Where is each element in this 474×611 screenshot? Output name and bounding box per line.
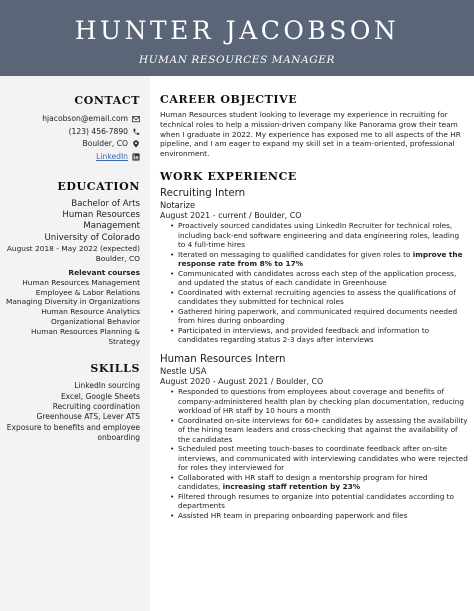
education-dates: August 2018 - May 2022 (expected) (6, 243, 140, 253)
skill-item: Exposure to benefits and employee onboarding (6, 422, 140, 442)
relevant-courses-heading: Relevant courses (68, 267, 140, 277)
candidate-title: HUMAN RESOURCES MANAGER (138, 54, 336, 66)
experience-heading: WORK EXPERIENCE (160, 169, 297, 183)
linkedin-icon (132, 153, 140, 161)
candidate-name: HUNTER JACOBSON (74, 16, 400, 45)
resume-header (0, 0, 474, 76)
job-title: Human Resources Intern (160, 353, 286, 365)
objective-text: Human Resources student looking to leverage my experience in recruiting for technical roles to help a mission-driven company like Panorama grow their team when I graduate in 2022. My experience has exposed me to all aspects of the HR pipeline, and I am eager to expand my skill set in a team-oriented, professional environment. (160, 110, 461, 159)
school: University of Colorado (44, 232, 140, 243)
degree: Bachelor of Arts (71, 199, 140, 209)
course-item: Employee & Labor Relations (35, 287, 140, 297)
bullet-item: • Participated in interviews, and provided feedback and information to candidates regarding status 2-3 days after interviews (170, 326, 468, 345)
job-title: Recruiting Intern (160, 187, 246, 199)
bullet-item: • Assisted HR team in preparing onboarding paperwork and files (170, 511, 468, 521)
contact-location (4, 138, 140, 151)
contact-email (4, 113, 140, 126)
job-dates: August 2021 - current / Boulder, CO (160, 210, 302, 220)
job-entry (160, 187, 468, 345)
bullet-item: • Filtered through resumes to organize into potential candidates according to departments (170, 492, 468, 511)
course-item: Human Resource Analytics (41, 307, 140, 317)
job-bullets (170, 221, 468, 345)
map-pin-icon (132, 140, 140, 148)
bullet-item: • Coordinated on-site interviews for 60+ candidates by assessing the availability of the hiring team leaders and cross-checking that against the availability of the candidates (170, 416, 468, 445)
company-name: Nestle USA (160, 365, 207, 376)
education-heading: EDUCATION (57, 180, 140, 193)
bullet-item: • Scheduled post meeting touch-bases to coordinate feedback after on-site interviews, and communicated with interviewing candidates who were rejected for roles they interviewed for (170, 444, 468, 473)
company-name: Notarize (160, 199, 196, 210)
phone-icon (132, 128, 140, 136)
job-bullets (170, 387, 468, 520)
linkedin-link[interactable]: LinkedIn (96, 151, 128, 161)
bullet-item: • Coordinated with external recruiting agencies to assess the qualifications of candidates they submitted for technical roles (170, 288, 468, 307)
contact-heading: CONTACT (74, 94, 140, 107)
bullet-item: • Iterated on messaging to qualified candidates for given roles to improve the response rate from 8% to 17% (170, 250, 468, 269)
skills-heading: SKILLS (90, 362, 140, 376)
skill-item: Excel, Google Sheets (60, 391, 140, 401)
objective-heading: CAREER OBJECTIVE (160, 93, 298, 106)
skill-item: Greenhouse ATS, Lever ATS (36, 412, 140, 422)
bullet-item: • Responded to questions from employees about coverage and benefits of company-administered health plan by checking plan documentation, reducing workload of HR staff by 10 hours a month (170, 387, 468, 416)
envelope-icon (132, 115, 140, 123)
job-entry (160, 353, 468, 521)
major: Human Resources Management (62, 210, 140, 232)
main-content (160, 76, 468, 611)
sidebar (0, 76, 150, 611)
skill-item: Recruiting coordination (52, 401, 140, 411)
bullet-item: • Gathered hiring paperwork, and communicated required documents needed from hires during onboarding (170, 307, 468, 326)
contact-phone (4, 126, 140, 139)
contact-linkedin[interactable] (4, 151, 140, 164)
course-item: Organizational Behavior (51, 317, 140, 326)
course-item: Human Resources Management (22, 277, 140, 287)
bullet-item: • Communicated with candidates across each step of the application process, and updated the status of each candidate in Greenhouse (170, 269, 468, 288)
email-text: hjacobson@email.com (42, 114, 128, 123)
bullet-item: • Collaborated with HR staff to design a mentorship program for hired candidates, increasing staff retention by 23% (170, 473, 468, 492)
skill-item: LinkedIn sourcing (74, 381, 140, 391)
bullet-item: • Proactively sourced candidates using LinkedIn Recruiter for technical roles, including back-end software engineering and data engineering roles, leading to 4 full-time hires (170, 221, 468, 250)
location-text: Boulder, CO (82, 139, 128, 148)
phone-text: (123) 456-7890 (68, 126, 128, 136)
education-location: Boulder, CO (95, 253, 140, 263)
job-dates: August 2020 - August 2021 / Boulder, CO (160, 376, 324, 386)
course-item: Managing Diversity in Organizations (5, 297, 140, 307)
course-item: Human Resources Planning & Strategy (30, 326, 140, 346)
